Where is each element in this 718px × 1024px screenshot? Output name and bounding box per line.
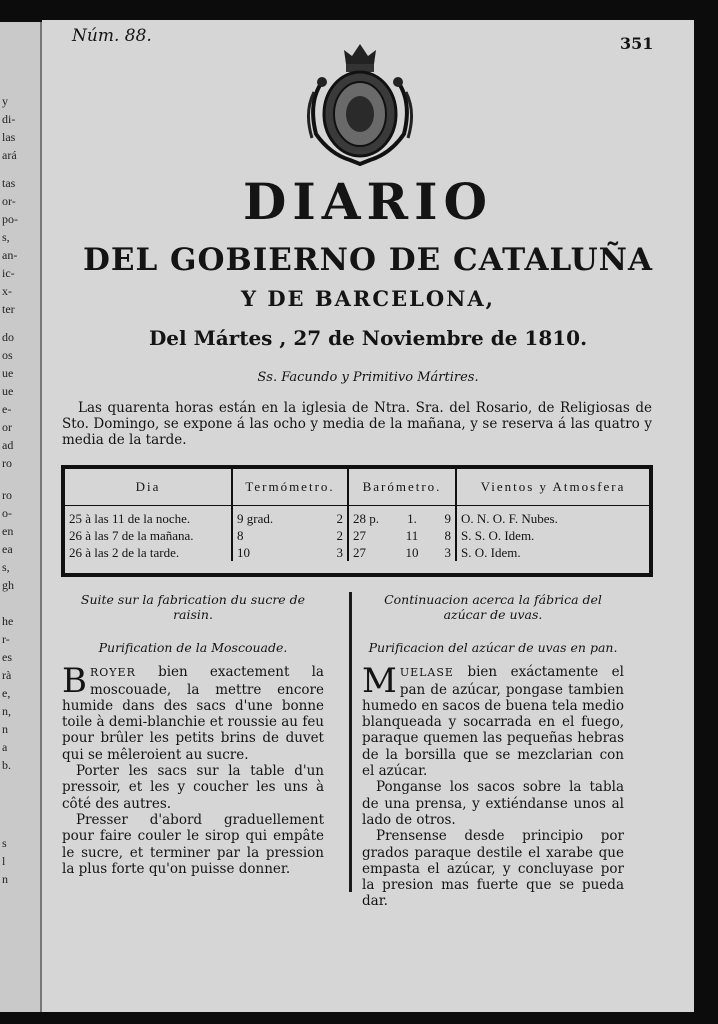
bar-lines: 11 [405, 527, 419, 543]
cell-vientos: S. S. O. Idem. [461, 527, 535, 543]
fragment: or- [2, 194, 16, 208]
cell-vientos: O. N. O. F. Nubes. [461, 510, 558, 526]
fragment: os [2, 348, 13, 362]
fragment: ea [2, 542, 13, 556]
cell-dia: 26 à las 2 de la tarde. [65, 544, 232, 561]
first-word: UELASE [399, 666, 454, 680]
fragment: di- [2, 112, 16, 126]
fragment: or [2, 420, 12, 434]
bar-inches: 27 [353, 544, 366, 560]
weather-table [62, 466, 652, 576]
term-value: 10 [237, 544, 250, 560]
cell-barometro [348, 506, 456, 528]
fragment: r- [2, 632, 10, 646]
fragment: es [2, 650, 12, 664]
fragment: do [2, 330, 14, 344]
spanish-paragraph-1 [362, 661, 624, 780]
adjacent-page-text [2, 92, 38, 888]
bar-points: 8 [444, 527, 451, 543]
fragment: ue [2, 384, 14, 398]
french-paragraph-2: Porter les sacs sur la table d'un pressoir, et les y coucher les uns à côté des autres. [62, 763, 324, 812]
fragment: n, [2, 704, 11, 718]
french-heading: Suite sur la fabrication du sucre de raisin. [80, 592, 306, 622]
religious-notice: Las quarenta horas están en la iglesia de Ntra. Sra. del Rosario, de Religiosas de Sto. Domingo, se expone á las ocho y media de la mañana, y se reserva á las quatro y media de la tarde. [62, 400, 652, 448]
french-paragraph-3: Presser d'abord graduellement pour faire couler le sirop qui empâte le sucre, et terminer par la pression la plus forte qu'on puisse donner. [62, 811, 324, 877]
french-paragraph-1 [62, 661, 324, 763]
term-fraction: 3 [336, 544, 343, 560]
cell-barometro [348, 527, 456, 544]
newspaper-title: DIARIO [242, 172, 494, 231]
page-number: 351 [620, 34, 654, 53]
saints-of-day: Ss. Facundo y Primitivo Mártires. [257, 370, 479, 385]
cell-barometro [348, 544, 456, 561]
term-fraction: 2 [336, 527, 343, 543]
paragraph-text: bien exactement la moscouade, la mettre encore humide dans des sacs d'une bonne toile à demi-blanchie et roussie au feu pour brûler les petits brins de duvet qui se mêleroient au sucre. [62, 664, 324, 763]
cell-vientos: S. O. Idem. [461, 544, 521, 560]
royal-crest-icon [300, 42, 420, 166]
fragment: ue [2, 366, 14, 380]
first-word: ROYER [90, 666, 136, 680]
spanish-heading: Continuacion acerca la fábrica del azúcar de uvas. [384, 592, 602, 622]
cell-termometro [232, 506, 348, 528]
weather-grid [65, 469, 649, 561]
fragment: n [2, 872, 8, 886]
fragment: a [2, 740, 8, 754]
bar-lines: 10 [405, 544, 419, 560]
column-divider [349, 592, 352, 892]
newspaper-subtitle-2: Y DE BARCELONA, [241, 286, 495, 311]
french-subheading: Purification de la Moscouade. [98, 640, 288, 655]
adjacent-page-fragment [0, 22, 42, 1012]
col-header-dia: Dia [65, 469, 232, 506]
cell-dia: 25 à las 11 de la noche. [65, 506, 232, 528]
col-header-barometro: Barómetro. [348, 469, 456, 506]
fragment: x- [2, 284, 12, 298]
fragment: en [2, 524, 14, 538]
term-value: 9 grad. [237, 510, 274, 526]
fragment: s [2, 836, 7, 850]
weather-header-row [65, 469, 649, 506]
cell-termometro [232, 544, 348, 561]
spanish-column [362, 592, 624, 910]
fragment: tas [2, 176, 16, 190]
cell-termometro [232, 527, 348, 544]
fragment: b. [2, 758, 11, 772]
weather-row [65, 544, 649, 561]
fragment: ará [2, 148, 17, 162]
fragment: y [2, 94, 8, 108]
fragment: an- [2, 248, 18, 262]
newspaper-page [42, 20, 694, 1012]
drop-cap: B [62, 661, 87, 702]
bar-points: 3 [444, 544, 451, 560]
drop-cap: M [362, 661, 397, 702]
spanish-subheading: Purificacion del azúcar de uvas en pan. [368, 640, 618, 655]
newspaper-subtitle: DEL GOBIERNO DE CATALUÑA [82, 242, 654, 278]
fragment: ter [2, 302, 15, 316]
fragment: las [2, 130, 16, 144]
col-header-termometro: Termómetro. [232, 469, 348, 506]
bar-lines: 1. [407, 510, 417, 526]
issue-number: Núm. 88. [72, 26, 152, 46]
fragment: ro [2, 456, 12, 470]
bar-inches: 28 p. [353, 510, 379, 526]
fragment: l [2, 854, 6, 868]
fragment: ro [2, 488, 12, 502]
fragment: s, [2, 230, 10, 244]
weather-row [65, 506, 649, 528]
col-header-vientos: Vientos y Atmosfera [456, 469, 649, 506]
bar-points: 9 [444, 510, 451, 526]
fragment: ic- [2, 266, 15, 280]
term-value: 8 [237, 527, 244, 543]
paragraph-text: bien exáctamente el pan de azúcar, pongase tambien humedo en sacos de buena tela medio blanqueada y socarrada en el fuego, paraque quemen las pequeñas hebras de la borsilla que se mezclarian con el azúcar. [362, 664, 624, 780]
fragment: ad [2, 438, 14, 452]
fragment: e, [2, 686, 11, 700]
spanish-paragraph-2: Ponganse los sacos sobre la tabla de una prensa, y extiéndanse unos al lado de otros. [362, 779, 624, 828]
fragment: n [2, 722, 8, 736]
fragment: o- [2, 506, 12, 520]
fragment: rà [2, 668, 12, 682]
spanish-paragraph-3: Prensense desde principio por grados paraque destile el xarabe que empasta el azúcar, y concluyase por la presion mas fuerte que se pueda dar. [362, 828, 624, 910]
fragment: po- [2, 212, 18, 226]
term-fraction: 2 [336, 510, 343, 526]
weather-row [65, 527, 649, 544]
issue-date: Del Mártes , 27 de Noviembre de 1810. [148, 326, 588, 350]
fragment: e- [2, 402, 12, 416]
fragment: he [2, 614, 14, 628]
fragment: s, [2, 560, 10, 574]
french-column [62, 592, 324, 877]
fragment: gh [2, 578, 14, 592]
cell-dia: 26 à las 7 de la mañana. [65, 527, 232, 544]
bar-inches: 27 [353, 527, 366, 543]
